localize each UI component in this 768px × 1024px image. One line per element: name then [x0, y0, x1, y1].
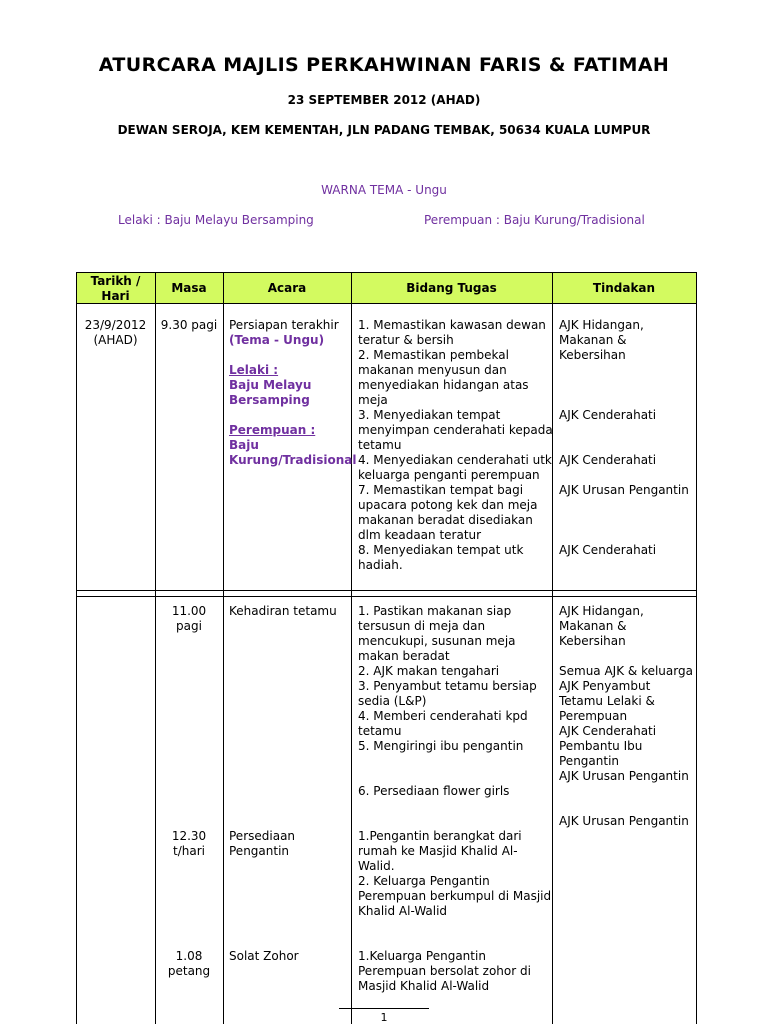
- row2-event-c: Solat Zohor: [229, 949, 299, 963]
- column-header-date: Tarikh / Hari: [90, 274, 141, 303]
- event-date: 23 SEPTEMBER 2012 (AHAD): [287, 93, 481, 107]
- column-header-action: Tindakan: [592, 281, 656, 295]
- event-venue: DEWAN SEROJA, KEM KEMENTAH, JLN PADANG TEMBAK, 50634 KUALA LUMPUR: [117, 123, 651, 137]
- row1-duties: 1. Memastikan kawasan dewan teratur & bersih 2. Memastikan pembekal makanan menyusun dan menyediakan hidangan atas meja 3. Menyediakan tempat menyimpan cenderahati kepada tetamu 4. Menyediakan cenderahati utk keluarga penganti perempuan 7. Memastikan tempat bagi upacara potong kek dan meja makanan beradat disediakan dlm keadaan teratur 8. Menyediakan tempat utk hadiah.: [358, 318, 553, 572]
- row2-event-b: Persediaan Pengantin: [229, 829, 296, 858]
- row1-action-5: AJK Cenderahati: [559, 543, 657, 557]
- dress-code-male: Lelaki : Baju Melayu Bersamping: [118, 213, 314, 227]
- column-header-time: Masa: [171, 281, 207, 295]
- row2-actions-a2: Semua AJK & keluarga AJK Penyambut Tetamu Lelaki & Perempuan AJK Cenderahati Pembantu Ibu Pengantin AJK Urusan Pengantin: [559, 664, 693, 783]
- row2-time-a: 11.00 pagi: [171, 604, 207, 633]
- table-border: [76, 596, 697, 597]
- row1-time: 9.30 pagi: [160, 318, 218, 332]
- column-header-duties: Bidang Tugas: [406, 281, 497, 295]
- row1-date: 23/9/2012 (AHAD): [84, 318, 147, 347]
- column-header-event: Acara: [267, 281, 307, 295]
- dress-code-female: Perempuan : Baju Kurung/Tradisional: [424, 213, 645, 227]
- row1-action-2: AJK Cenderahati: [559, 408, 657, 422]
- row1-action-3: AJK Cenderahati: [559, 453, 657, 467]
- row2-duties-b: 1.Pengantin berangkat dari rumah ke Masjid Khalid Al- Walid. 2. Keluarga Pengantin Perempuan berkumpul di Masjid Khalid Al-Walid: [358, 829, 552, 918]
- table-border: [351, 272, 352, 1024]
- table-border: [76, 272, 697, 273]
- row2-duties-a: 1. Pastikan makanan siap tersusun di meja dan mencukupi, susunan meja makan beradat 2. AJK makan tengahari 3. Penyambut tetamu bersiap sedia (L&P) 4. Memberi cenderahati kpd tetamu 5. Mengiringi ibu pengantin: [358, 604, 537, 753]
- row2-time-c: 1.08 petang: [167, 949, 211, 978]
- table-border: [155, 272, 156, 1024]
- row1-theme-note: (Tema - Ungu): [229, 333, 325, 347]
- row2-time-b: 12.30 t/hari: [171, 829, 207, 858]
- row1-female-attire: Baju Kurung/Tradisional: [229, 438, 357, 467]
- table-border: [223, 272, 224, 1024]
- table-border: [696, 272, 697, 1024]
- row1-male-label: Lelaki :: [229, 363, 279, 377]
- row2-event-a: Kehadiran tetamu: [229, 604, 337, 618]
- color-theme: WARNA TEMA - Ungu: [321, 183, 447, 197]
- page-title: ATURCARA MAJLIS PERKAHWINAN FARIS & FATIMAH: [98, 54, 670, 76]
- row1-male-attire: Baju Melayu Bersamping: [229, 378, 312, 407]
- row1-event: Persiapan terakhir: [229, 318, 339, 332]
- row1-female-label: Perempuan :: [229, 423, 316, 437]
- row1-action-4: AJK Urusan Pengantin: [559, 483, 689, 497]
- page-number: 1: [380, 1011, 388, 1024]
- row2-duties-c: 1.Keluarga Pengantin Perempuan bersolat zohor di Masjid Khalid Al-Walid: [358, 949, 531, 993]
- row2-actions-a3: AJK Urusan Pengantin: [559, 814, 689, 828]
- row2-duties-a6: 6. Persediaan flower girls: [358, 784, 510, 798]
- table-border: [76, 272, 77, 1024]
- table-border: [76, 590, 697, 591]
- table-border: [76, 303, 697, 304]
- row1-action-1: AJK Hidangan, Makanan & Kebersihan: [559, 318, 644, 362]
- row2-actions-a: AJK Hidangan, Makanan & Kebersihan: [559, 604, 644, 648]
- footer-divider: [339, 1008, 429, 1009]
